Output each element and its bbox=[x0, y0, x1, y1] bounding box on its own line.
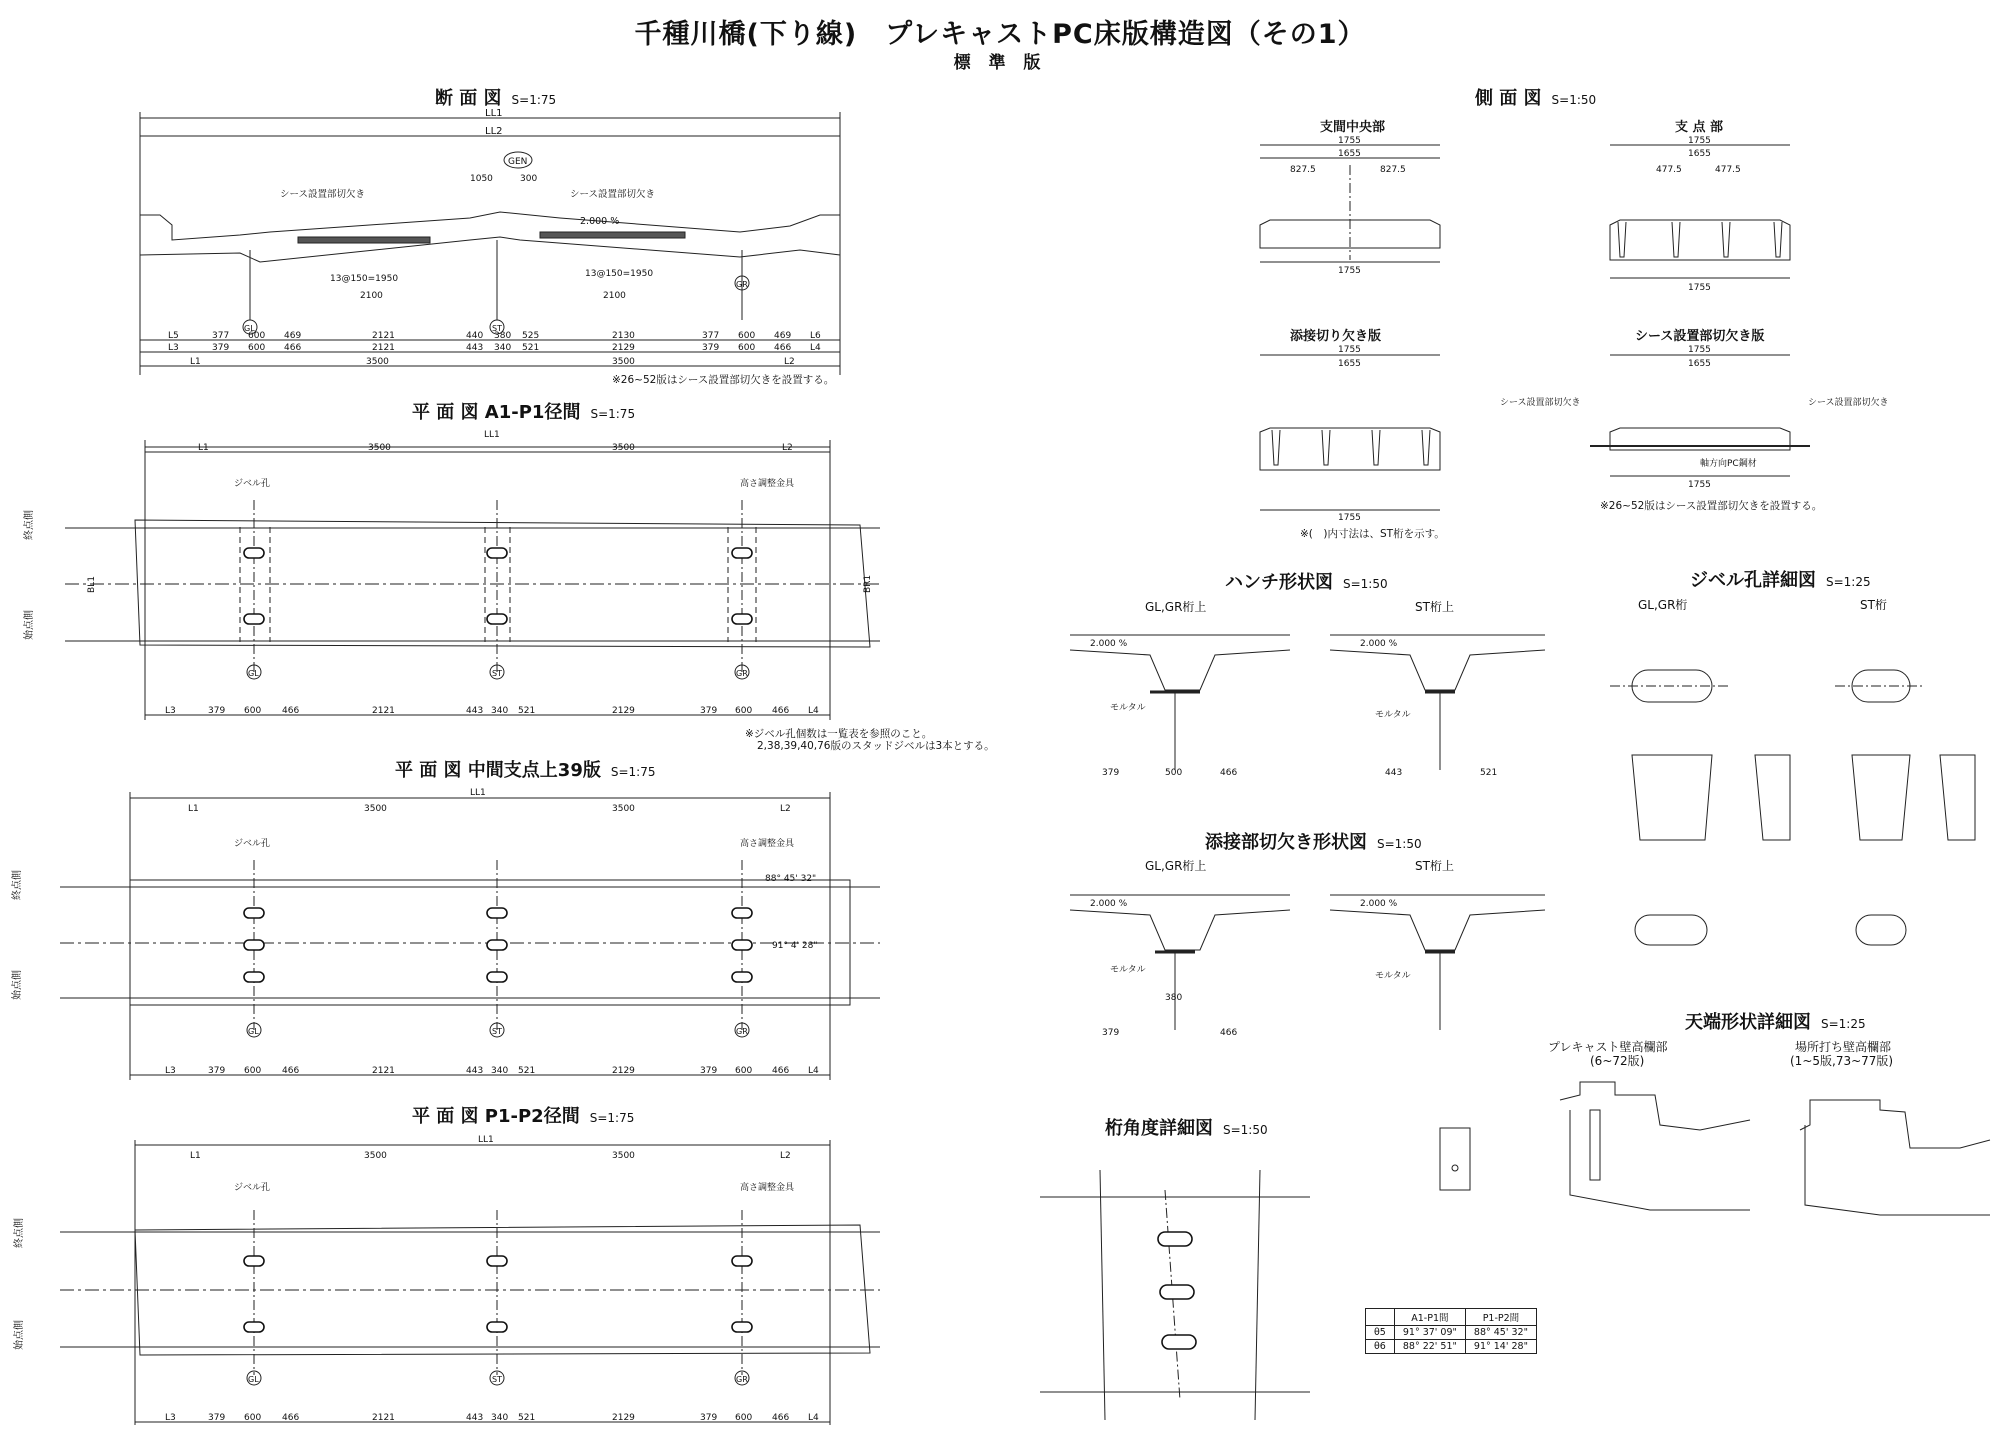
girder-gr-label: GR bbox=[736, 1027, 748, 1036]
dim-1755: 1755 bbox=[1338, 266, 1361, 276]
side-view-splice bbox=[1260, 345, 1440, 523]
dowel-slot bbox=[244, 972, 264, 982]
dowel-slot bbox=[732, 940, 752, 950]
dim-1755: 1755 bbox=[1688, 480, 1711, 490]
dim-2121: 2121 bbox=[372, 343, 395, 353]
splice-gl-drawing bbox=[1070, 895, 1290, 1038]
sheath-note: ※26~52版はシース設置部切欠きを設置する。 bbox=[612, 374, 835, 386]
girder-line bbox=[1100, 1170, 1105, 1420]
dim-1755: 1755 bbox=[1688, 283, 1711, 293]
dim-1655: 1655 bbox=[1688, 359, 1711, 369]
dim-1755: 1755 bbox=[1338, 136, 1361, 146]
drawing-subtitle: 標 準 版 bbox=[953, 53, 1047, 73]
dim-466: 466 bbox=[772, 706, 790, 716]
height-fitting-callout: 高さ調整金具 bbox=[740, 1183, 795, 1193]
dowel-st-label: ST桁 bbox=[1860, 598, 1887, 612]
dim-l2: L2 bbox=[784, 357, 795, 367]
haunch-profile bbox=[1070, 650, 1290, 690]
angle-table-col-p1p2: P1-P2間 bbox=[1465, 1309, 1536, 1326]
dowel-slot bbox=[487, 940, 507, 950]
splice-st-drawing bbox=[1330, 895, 1545, 1030]
dim-l4: L4 bbox=[808, 1066, 819, 1076]
splice-gl-label: GL,GR桁上 bbox=[1145, 859, 1207, 873]
end-side-label: 終点側 bbox=[24, 510, 35, 540]
dim-2121: 2121 bbox=[372, 331, 395, 341]
height-fitting-callout: 高さ調整金具 bbox=[740, 479, 795, 489]
start-side-label: 始点側 bbox=[24, 610, 35, 640]
dim-380: 380 bbox=[494, 331, 512, 341]
height-fitting-callout: 高さ調整金具 bbox=[740, 839, 795, 849]
dim-443: 443 bbox=[466, 706, 484, 716]
end-side-label: 終点側 bbox=[12, 870, 23, 900]
dim-340: 340 bbox=[491, 1066, 509, 1076]
fitting bbox=[1590, 1110, 1600, 1180]
dim-l1: L1 bbox=[190, 1151, 201, 1161]
dowel-note-1: ※ジベル孔個数は一覧表を参照のこと。 bbox=[745, 728, 933, 740]
haunch-profile bbox=[1330, 650, 1545, 690]
dim-l3: L3 bbox=[168, 343, 179, 353]
dowel-slot bbox=[244, 940, 264, 950]
dowel-slot bbox=[244, 614, 264, 624]
gen-label: GEN bbox=[508, 157, 528, 167]
dim-377: 377 bbox=[702, 331, 720, 341]
dim-600: 600 bbox=[738, 343, 756, 353]
dim-379: 379 bbox=[208, 706, 226, 716]
mortar-label: モルタル bbox=[1110, 703, 1146, 713]
sheath-cut-callout-right: シース設置部切欠き bbox=[570, 189, 656, 200]
dowel-slot-bottom bbox=[1635, 915, 1707, 945]
angle-table-cell: θ6 bbox=[1366, 1340, 1395, 1354]
dim-1655: 1655 bbox=[1338, 359, 1361, 369]
sheath-cut-callout: シース設置部切欠き bbox=[1808, 398, 1889, 408]
side-sheath-label: シース設置部切欠き版 bbox=[1635, 329, 1765, 344]
dim-466: 466 bbox=[772, 1413, 790, 1423]
dim-2121: 2121 bbox=[372, 1066, 395, 1076]
girder-st-label: ST bbox=[492, 324, 502, 333]
dim-466: 466 bbox=[1220, 1028, 1238, 1038]
dowel-holes bbox=[1272, 430, 1430, 465]
dim-600: 600 bbox=[244, 706, 262, 716]
dowel-hole-side bbox=[1940, 755, 1975, 840]
dowel-slot bbox=[487, 1322, 507, 1332]
slab-section bbox=[1260, 428, 1440, 470]
top-edge-precast bbox=[1560, 1082, 1750, 1210]
slab-section bbox=[1610, 220, 1790, 260]
br1-label: BR1 bbox=[863, 574, 873, 593]
girder-line bbox=[1255, 1170, 1260, 1420]
dim-1755: 1755 bbox=[1338, 513, 1361, 523]
end-side-label: 終点側 bbox=[14, 1218, 25, 1248]
sheath-cut-callout: シース設置部切欠き bbox=[1500, 398, 1581, 408]
dowel-holes bbox=[1618, 222, 1782, 257]
side-view-span-center bbox=[1260, 136, 1440, 276]
dim-379: 379 bbox=[212, 343, 230, 353]
dim-ll1: LL1 bbox=[484, 430, 500, 440]
dim-3500: 3500 bbox=[612, 804, 635, 814]
dim-379: 379 bbox=[700, 1066, 718, 1076]
slope-label: 2.000 % bbox=[1360, 899, 1398, 909]
dim-466: 466 bbox=[282, 1413, 300, 1423]
dim-600: 600 bbox=[244, 1413, 262, 1423]
angle-a1: 88° 45' 32" bbox=[765, 874, 817, 884]
dim-521: 521 bbox=[518, 706, 536, 716]
dowel-slot bbox=[487, 548, 507, 558]
bl1-label: BL1 bbox=[87, 576, 97, 593]
dim-440: 440 bbox=[466, 331, 484, 341]
girder-gl-label: GL bbox=[248, 1375, 259, 1384]
dim-466: 466 bbox=[282, 706, 300, 716]
dim-466: 466 bbox=[284, 343, 302, 353]
dowel-detail-st bbox=[1835, 670, 1975, 945]
dim-1950-left: 13@150=1950 bbox=[330, 274, 399, 284]
mortar-label: モルタル bbox=[1110, 965, 1146, 975]
side-span-center-label: 支間中央部 bbox=[1320, 120, 1386, 135]
dim-3500: 3500 bbox=[612, 1151, 635, 1161]
dim-3500: 3500 bbox=[612, 357, 635, 367]
dim-443: 443 bbox=[466, 343, 484, 353]
side-view-heading: 側 面 図 S=1:50 bbox=[1475, 88, 1597, 109]
girder-angle-heading: 桁角度詳細図 S=1:50 bbox=[1105, 1118, 1268, 1139]
dowel-hole-callout: ジベル孔 bbox=[234, 1183, 271, 1193]
girder-gl-label: GL bbox=[248, 669, 259, 678]
dim-600: 600 bbox=[248, 331, 266, 341]
side-view-support bbox=[1610, 136, 1790, 293]
dim-l4: L4 bbox=[808, 1413, 819, 1423]
side-splice-label: 添接切り欠き版 bbox=[1290, 329, 1382, 344]
girder-gr-label: GR bbox=[736, 280, 748, 289]
haunch-gl-label: GL,GR桁上 bbox=[1145, 600, 1207, 614]
dowel-slot bbox=[1160, 1285, 1194, 1299]
dowel-hole-heading: ジベル孔詳細図 S=1:25 bbox=[1690, 570, 1871, 591]
girder-st-label: ST bbox=[492, 669, 502, 678]
dowel-note-2: 2,38,39,40,76版のスタッドジベルは3本とする。 bbox=[757, 740, 995, 752]
dim-466: 466 bbox=[282, 1066, 300, 1076]
dim-466: 466 bbox=[1220, 768, 1238, 778]
dowel-slot bbox=[487, 908, 507, 918]
dowel-slot bbox=[732, 614, 752, 624]
dim-2129: 2129 bbox=[612, 1066, 635, 1076]
dim-2129: 2129 bbox=[612, 706, 635, 716]
dowel-slot bbox=[244, 548, 264, 558]
dim-l2: L2 bbox=[782, 443, 793, 453]
cut-profile bbox=[1070, 910, 1290, 950]
dowel-slot bbox=[1162, 1335, 1196, 1349]
cast-wall-label: 場所打ち壁高欄部 bbox=[1795, 1040, 1892, 1054]
top-edge-profile bbox=[1560, 1082, 1750, 1130]
dim-l4: L4 bbox=[810, 343, 821, 353]
dim-600: 600 bbox=[735, 706, 753, 716]
side-support-label: 支 点 部 bbox=[1675, 120, 1724, 135]
dowel-hole-callout: ジベル孔 bbox=[234, 839, 271, 849]
angle-table-cell: 88° 45' 32" bbox=[1465, 1326, 1536, 1340]
cast-wall-range: (1~5版,73~77版) bbox=[1790, 1054, 1894, 1068]
sheath-cut-callout-left: シース設置部切欠き bbox=[280, 189, 366, 200]
angle-table-cell: 88° 22' 51" bbox=[1394, 1340, 1465, 1354]
dim-1655: 1655 bbox=[1338, 149, 1361, 159]
dim-340: 340 bbox=[491, 1413, 509, 1423]
dim-2130: 2130 bbox=[612, 331, 635, 341]
bracket-body bbox=[1440, 1128, 1470, 1190]
dim-500: 500 bbox=[1165, 768, 1183, 778]
sheath-band-left bbox=[298, 237, 430, 243]
dowel-slot bbox=[487, 972, 507, 982]
dim-380: 380 bbox=[1165, 993, 1183, 1003]
dim-ll1: LL1 bbox=[485, 108, 503, 119]
start-side-label: 始点側 bbox=[14, 1320, 25, 1350]
dim-2100-right: 2100 bbox=[603, 291, 626, 301]
dim-600: 600 bbox=[735, 1413, 753, 1423]
dowel-slot bbox=[732, 548, 752, 558]
top-edge-underside bbox=[1805, 1125, 1990, 1215]
dim-l4: L4 bbox=[808, 706, 819, 716]
sheath-band-right bbox=[540, 232, 685, 238]
girder-angle-drawing bbox=[1040, 1170, 1310, 1420]
girder-st-label: ST bbox=[492, 1027, 502, 1036]
sheath-note-2: ※26~52版はシース設置部切欠きを設置する。 bbox=[1600, 500, 1823, 512]
bracket-detail bbox=[1440, 1128, 1470, 1190]
dim-l2: L2 bbox=[780, 804, 791, 814]
dim-466: 466 bbox=[772, 1066, 790, 1076]
side-view-sheath bbox=[1500, 345, 1889, 490]
st-note: ※( )内寸法は、ST桁を示す。 bbox=[1300, 528, 1445, 540]
girder-gr-label: GR bbox=[736, 1375, 748, 1384]
girder-gl-label: GL bbox=[244, 324, 255, 333]
dim-ll1: LL1 bbox=[470, 788, 486, 798]
dim-300: 300 bbox=[520, 174, 538, 184]
girder-st-label: ST bbox=[492, 1375, 502, 1384]
dim-443: 443 bbox=[466, 1066, 484, 1076]
haunch-heading: ハンチ形状図 S=1:50 bbox=[1225, 572, 1388, 593]
dim-1050: 1050 bbox=[470, 174, 493, 184]
deck-top-line bbox=[140, 212, 840, 240]
dim-600: 600 bbox=[248, 343, 266, 353]
dowel-detail-gl bbox=[1610, 670, 1790, 945]
mortar-label: モルタル bbox=[1375, 710, 1411, 720]
dim-3500: 3500 bbox=[364, 804, 387, 814]
dim-2121: 2121 bbox=[372, 706, 395, 716]
dowel-hole-side bbox=[1755, 755, 1790, 840]
dim-379: 379 bbox=[1102, 1028, 1120, 1038]
splice-st-label: ST桁上 bbox=[1415, 859, 1454, 873]
dim-600: 600 bbox=[244, 1066, 262, 1076]
cross-section-drawing bbox=[140, 108, 840, 375]
dim-l3: L3 bbox=[165, 706, 176, 716]
dowel-slot bbox=[244, 1322, 264, 1332]
slope-label: 2.000 % bbox=[1090, 899, 1128, 909]
dim-l1: L1 bbox=[190, 357, 201, 367]
top-edge-profile bbox=[1800, 1100, 1990, 1148]
dim-l3: L3 bbox=[165, 1413, 176, 1423]
dim-l1: L1 bbox=[198, 443, 209, 453]
angle-a2: 91° 4' 28" bbox=[772, 941, 818, 951]
dowel-slot-bottom bbox=[1856, 915, 1906, 945]
dim-477: 477.5 bbox=[1656, 165, 1682, 175]
dowel-hole-section bbox=[1852, 755, 1910, 840]
dowel-slot bbox=[732, 972, 752, 982]
angle-table-col-a1p1: A1-P1間 bbox=[1394, 1309, 1465, 1326]
dim-ll2: LL2 bbox=[485, 126, 503, 137]
dim-3500: 3500 bbox=[364, 1151, 387, 1161]
dim-827: 827.5 bbox=[1380, 165, 1406, 175]
dim-379: 379 bbox=[1102, 768, 1120, 778]
plan-a1p1-heading: 平 面 図 A1-P1径間 S=1:75 bbox=[412, 402, 636, 423]
drawing-title: 千種川橋(下り線) プレキャストPC床版構造図（その1） bbox=[634, 19, 1366, 50]
angle-table-cell: 91° 14' 28" bbox=[1465, 1340, 1536, 1354]
dim-3500: 3500 bbox=[368, 443, 391, 453]
dim-ll1: LL1 bbox=[478, 1135, 494, 1145]
dowel-gl-label: GL,GR桁 bbox=[1638, 598, 1688, 612]
haunch-st-drawing bbox=[1330, 635, 1545, 778]
girder-gl-label: GL bbox=[248, 1027, 259, 1036]
dowel-slot bbox=[1158, 1232, 1192, 1246]
deck-bottom-line bbox=[140, 237, 840, 262]
dowel-slot bbox=[487, 1256, 507, 1266]
plan-view-p1p2 bbox=[12, 1135, 880, 1425]
plan-mid39-heading: 平 面 図 中間支点上39版 S=1:75 bbox=[395, 760, 656, 781]
dim-521: 521 bbox=[522, 343, 540, 353]
slope-label: 2.000 % bbox=[1090, 639, 1128, 649]
dim-1655: 1655 bbox=[1688, 149, 1711, 159]
dim-469: 469 bbox=[774, 331, 792, 341]
girder-gr-label: GR bbox=[736, 669, 748, 678]
haunch-st-label: ST桁上 bbox=[1415, 600, 1454, 614]
dowel-hole-section bbox=[1632, 755, 1712, 840]
angle-table-cell: 91° 37' 09" bbox=[1394, 1326, 1465, 1340]
dim-1755: 1755 bbox=[1688, 345, 1711, 355]
dim-443: 443 bbox=[1385, 768, 1403, 778]
dowel-slot bbox=[732, 908, 752, 918]
dim-l1: L1 bbox=[188, 804, 199, 814]
dim-521: 521 bbox=[1480, 768, 1498, 778]
dim-379: 379 bbox=[702, 343, 720, 353]
dim-1755: 1755 bbox=[1688, 136, 1711, 146]
plan-p1p2-heading: 平 面 図 P1-P2径間 S=1:75 bbox=[412, 1106, 635, 1127]
precast-wall-range: (6~72版) bbox=[1590, 1054, 1645, 1068]
dim-525: 525 bbox=[522, 331, 540, 341]
splice-cut-heading: 添接部切欠き形状図 S=1:50 bbox=[1205, 832, 1422, 853]
slope-label: 2.000 % bbox=[1360, 639, 1398, 649]
dim-600: 600 bbox=[735, 1066, 753, 1076]
dim-340: 340 bbox=[494, 343, 512, 353]
dim-827: 827.5 bbox=[1290, 165, 1316, 175]
dim-521: 521 bbox=[518, 1066, 536, 1076]
dim-469: 469 bbox=[284, 331, 302, 341]
dim-521: 521 bbox=[518, 1413, 536, 1423]
dim-l2: L2 bbox=[780, 1151, 791, 1161]
cut-profile bbox=[1330, 910, 1545, 950]
top-edge-cast bbox=[1800, 1100, 1990, 1215]
dim-2100-left: 2100 bbox=[360, 291, 383, 301]
dowel-slot bbox=[244, 908, 264, 918]
plan-view-a1p1 bbox=[22, 430, 880, 720]
dim-1950-right: 13@150=1950 bbox=[585, 269, 654, 279]
dim-3500: 3500 bbox=[366, 357, 389, 367]
dowel-slot bbox=[732, 1256, 752, 1266]
dim-2129: 2129 bbox=[612, 1413, 635, 1423]
dim-600: 600 bbox=[738, 331, 756, 341]
dim-379: 379 bbox=[208, 1413, 226, 1423]
dim-477: 477.5 bbox=[1715, 165, 1741, 175]
cross-section-heading: 断 面 図 S=1:75 bbox=[435, 88, 557, 109]
top-edge-heading: 天端形状詳細図 S=1:25 bbox=[1685, 1012, 1866, 1033]
dim-2121: 2121 bbox=[372, 1413, 395, 1423]
angle-table-cell: θ5 bbox=[1366, 1326, 1395, 1340]
plan-view-mid39 bbox=[10, 788, 880, 1080]
dim-l5: L5 bbox=[168, 331, 179, 341]
axial-pc-label: 軸方向PC鋼材 bbox=[1700, 459, 1757, 469]
dowel-hole-callout: ジベル孔 bbox=[234, 479, 271, 489]
dim-377: 377 bbox=[212, 331, 230, 341]
dim-1755: 1755 bbox=[1338, 345, 1361, 355]
dowel-slot bbox=[244, 1256, 264, 1266]
dowel-slot bbox=[732, 1322, 752, 1332]
haunch-gl-drawing bbox=[1070, 635, 1290, 778]
dim-2129: 2129 bbox=[612, 343, 635, 353]
start-side-label: 始点側 bbox=[12, 970, 23, 1000]
slope-label: 2.000 % bbox=[580, 216, 620, 227]
dim-l6: L6 bbox=[810, 331, 821, 341]
dim-3500: 3500 bbox=[612, 443, 635, 453]
dim-379: 379 bbox=[700, 706, 718, 716]
dim-340: 340 bbox=[491, 706, 509, 716]
dim-466: 466 bbox=[774, 343, 792, 353]
dim-379: 379 bbox=[700, 1413, 718, 1423]
mortar-label: モルタル bbox=[1375, 971, 1411, 981]
dowel-slot bbox=[487, 614, 507, 624]
dim-379: 379 bbox=[208, 1066, 226, 1076]
dim-l3: L3 bbox=[165, 1066, 176, 1076]
precast-wall-label: プレキャスト壁高欄部 bbox=[1548, 1040, 1668, 1054]
dim-443: 443 bbox=[466, 1413, 484, 1423]
bolt bbox=[1452, 1165, 1458, 1171]
